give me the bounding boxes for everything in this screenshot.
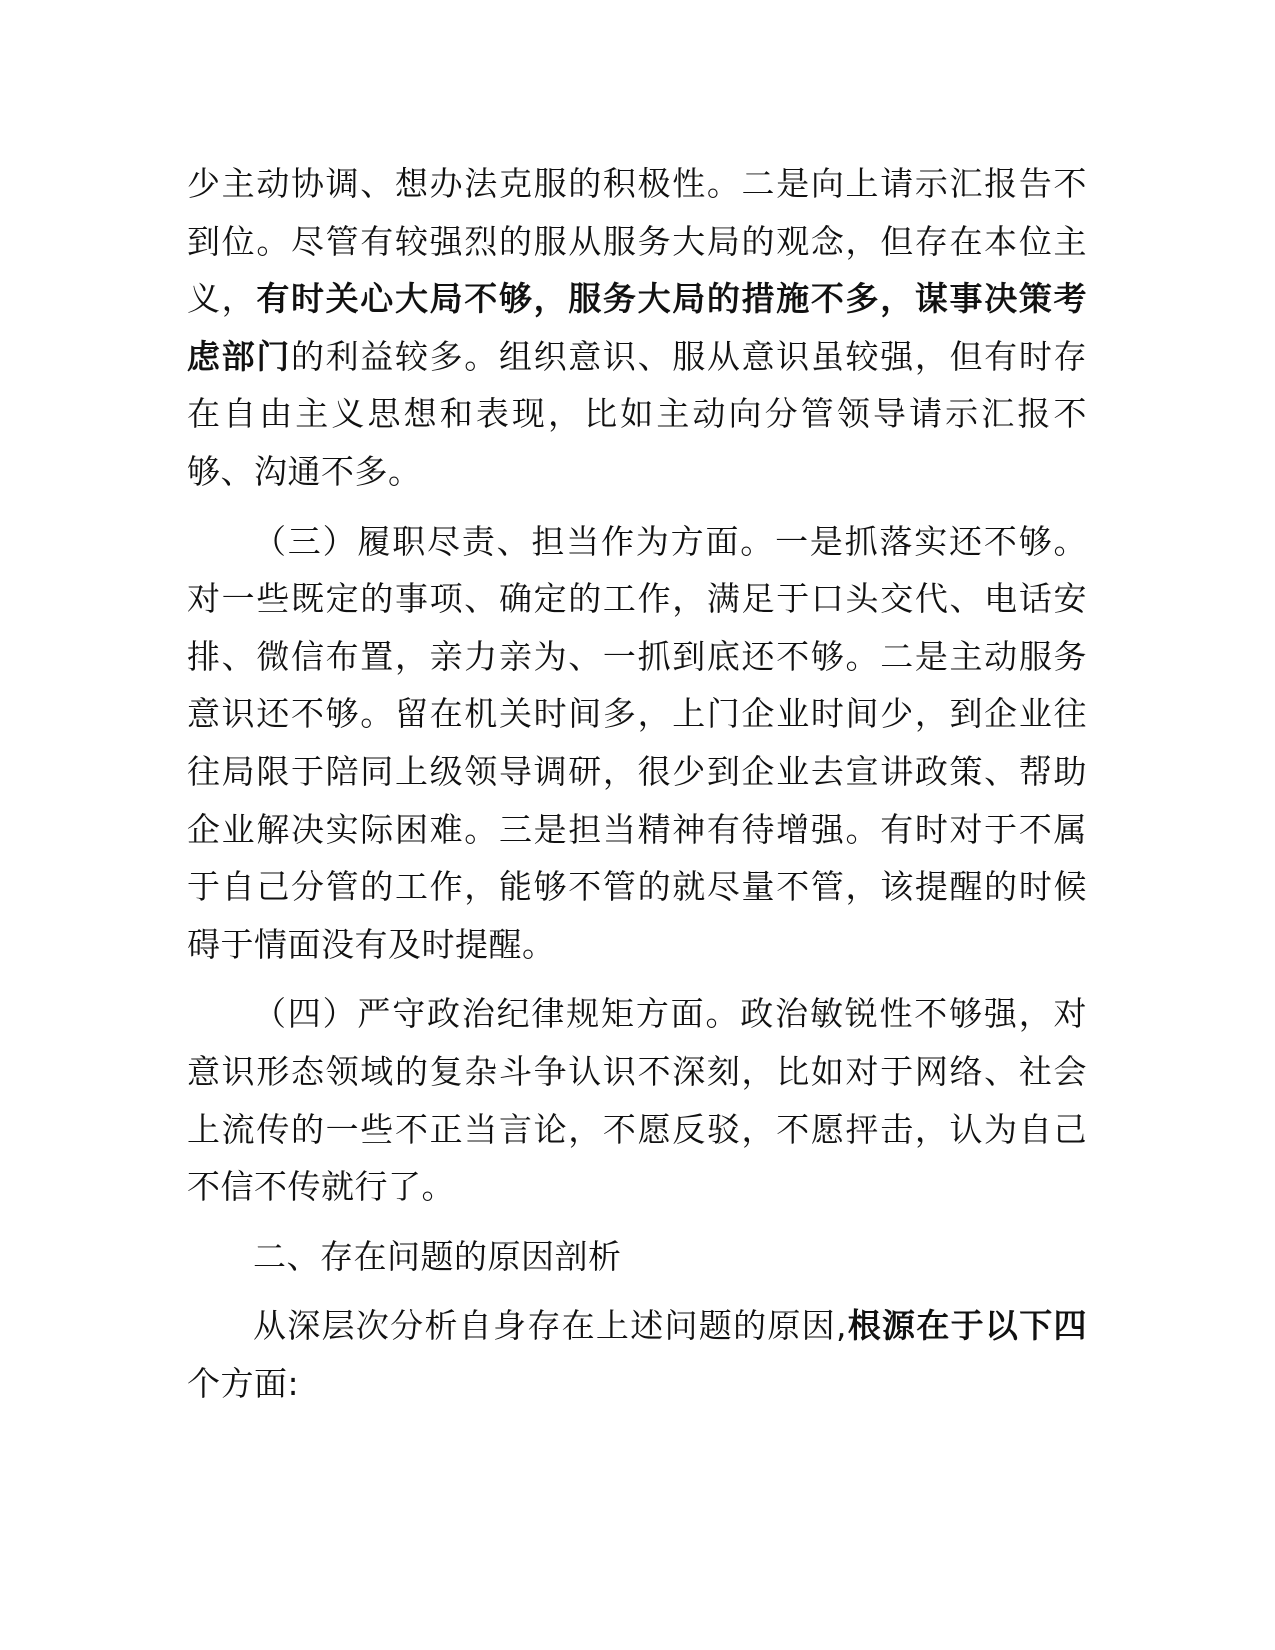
- paragraph-section-three: （三）履职尽责、担当作为方面。一是抓落实还不够。对一些既定的事项、确定的工作，满足于口头交代、电话安排、微信布置，亲力亲为、一抓到底还不够。二是主动服务意识还不够。留在机关时间多，上门企业时间少，到企业往往局限于陪同上级领导调研，很少到企业去宣讲政策、帮助企业解决实际困难。三是担当精神有待增强。有时对于不属于自己分管的工作，能够不管的就尽量不管，该提醒的时候碍于情面没有及时提醒。: [187, 521, 1087, 964]
- paragraph-cause-intro-run-1: 从深层次分析自身存在上述问题的原因,: [253, 1306, 847, 1346]
- paragraph-1-run-2-bold: 有时关心大局不够，服务大局的措施不多，谋事决策考虑部门: [187, 279, 1088, 376]
- paragraph-cause-intro-run-3: 个方面:: [187, 1363, 300, 1403]
- paragraph-cause-intro: [187, 1297, 1087, 1412]
- paragraph-1: [187, 155, 1087, 501]
- paragraph-section-four: （四）严守政治纪律规矩方面。政治敏锐性不够强，对意识形态领域的复杂斗争认识不深刻，比如对于网络、社会上流传的一些不正当言论，不愿反驳，不愿抨击，认为自己不信不传就行了。: [187, 994, 1087, 1207]
- section-heading-cause-analysis: 二、存在问题的原因剖析: [253, 1236, 622, 1276]
- paragraph-1-run-3: 的利益较多。组织意识、服从意识虽较强，但有时存在自由主义思想和表现，比如主动向分管领导请示汇报不够、沟通不多。: [187, 336, 1088, 491]
- paragraph-cause-intro-run-2-bold: 根源在于以下四: [846, 1306, 1087, 1346]
- document-body: [187, 155, 1087, 1424]
- paragraph-1-run-1: 少主动协调、想办法克服的积极性。二是向上请示汇报告不到位。尽管有较强烈的服从服务大局的观念，但存在本位主义，: [187, 164, 1087, 319]
